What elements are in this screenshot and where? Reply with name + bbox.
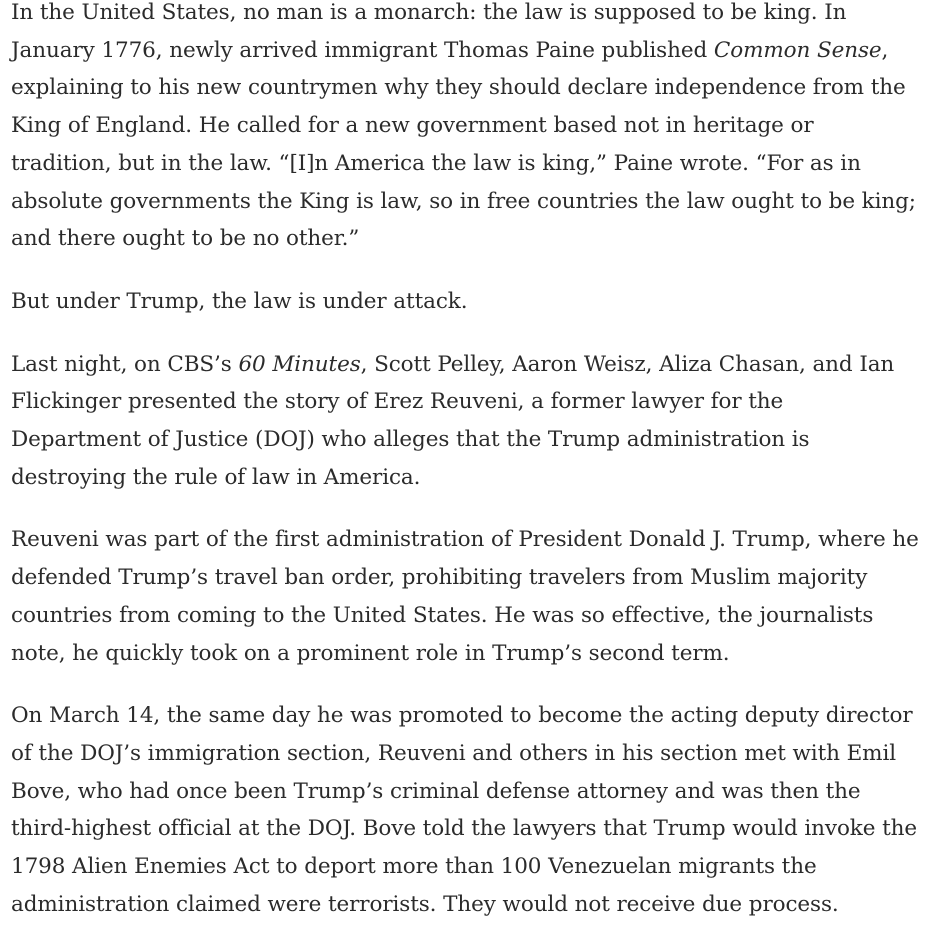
paragraph-text: Reuveni was part of the first administration of President Donald J. Trump, where he defended Trump’s travel ban order, prohibiting travelers from Muslim majority countries from coming to the United States. He was so effective, the journalists note, he quickly took on a prominent role in Trump’s second term. <box>11 527 919 666</box>
paragraph-text: , explaining to his new countrymen why they should declare independence from the King of England. He called for a new government based not in heritage or tradition, but in the law. “[I]n America the law is king,” Paine wrote. “For as in absolute governments the King is law, so in free countries the law ought to be king; and there ought to be no other.” <box>11 37 916 252</box>
paragraph-text: On March 14, the same day he was promoted to become the acting deputy director of the DOJ’s immigration section, Reuveni and others in his section met with Emil Bove, who had once been Trump’s criminal defense attorney and was then the third-highest official at the DOJ. Bove told the lawyers that Trump would invoke the 1798 Alien Enemies Act to deport more than 100 Venezuelan migrants the administration claimed were terrorists. They would not receive due process. <box>11 703 918 917</box>
paragraph-text: In the United States, no man is a monarch: the law is supposed to be king. In January 1776, newly arrived immigrant Thomas Paine published <box>11 0 847 63</box>
book-title: Common Sense <box>713 37 882 63</box>
paragraph-text: But under Trump, the law is under attack. <box>11 288 468 314</box>
paragraph-text: Last night, on CBS’s <box>11 351 239 377</box>
article-paragraph-1 <box>11 0 919 258</box>
paragraph-text: , Scott Pelley, Aaron Weisz, Aliza Chasan, and Ian Flickinger presented the story of Erez Reuveni, a former lawyer for the Department of Justice (DOJ) who alleges that the Trump administration is destroying the rule of law in America. <box>11 351 895 490</box>
article-paragraph-2 <box>11 283 919 321</box>
article-paragraph-4 <box>11 521 919 672</box>
article-paragraph-3 <box>11 346 919 497</box>
article-paragraph-5 <box>11 697 919 923</box>
program-title: 60 Minutes <box>238 351 361 377</box>
article-body <box>11 0 919 948</box>
